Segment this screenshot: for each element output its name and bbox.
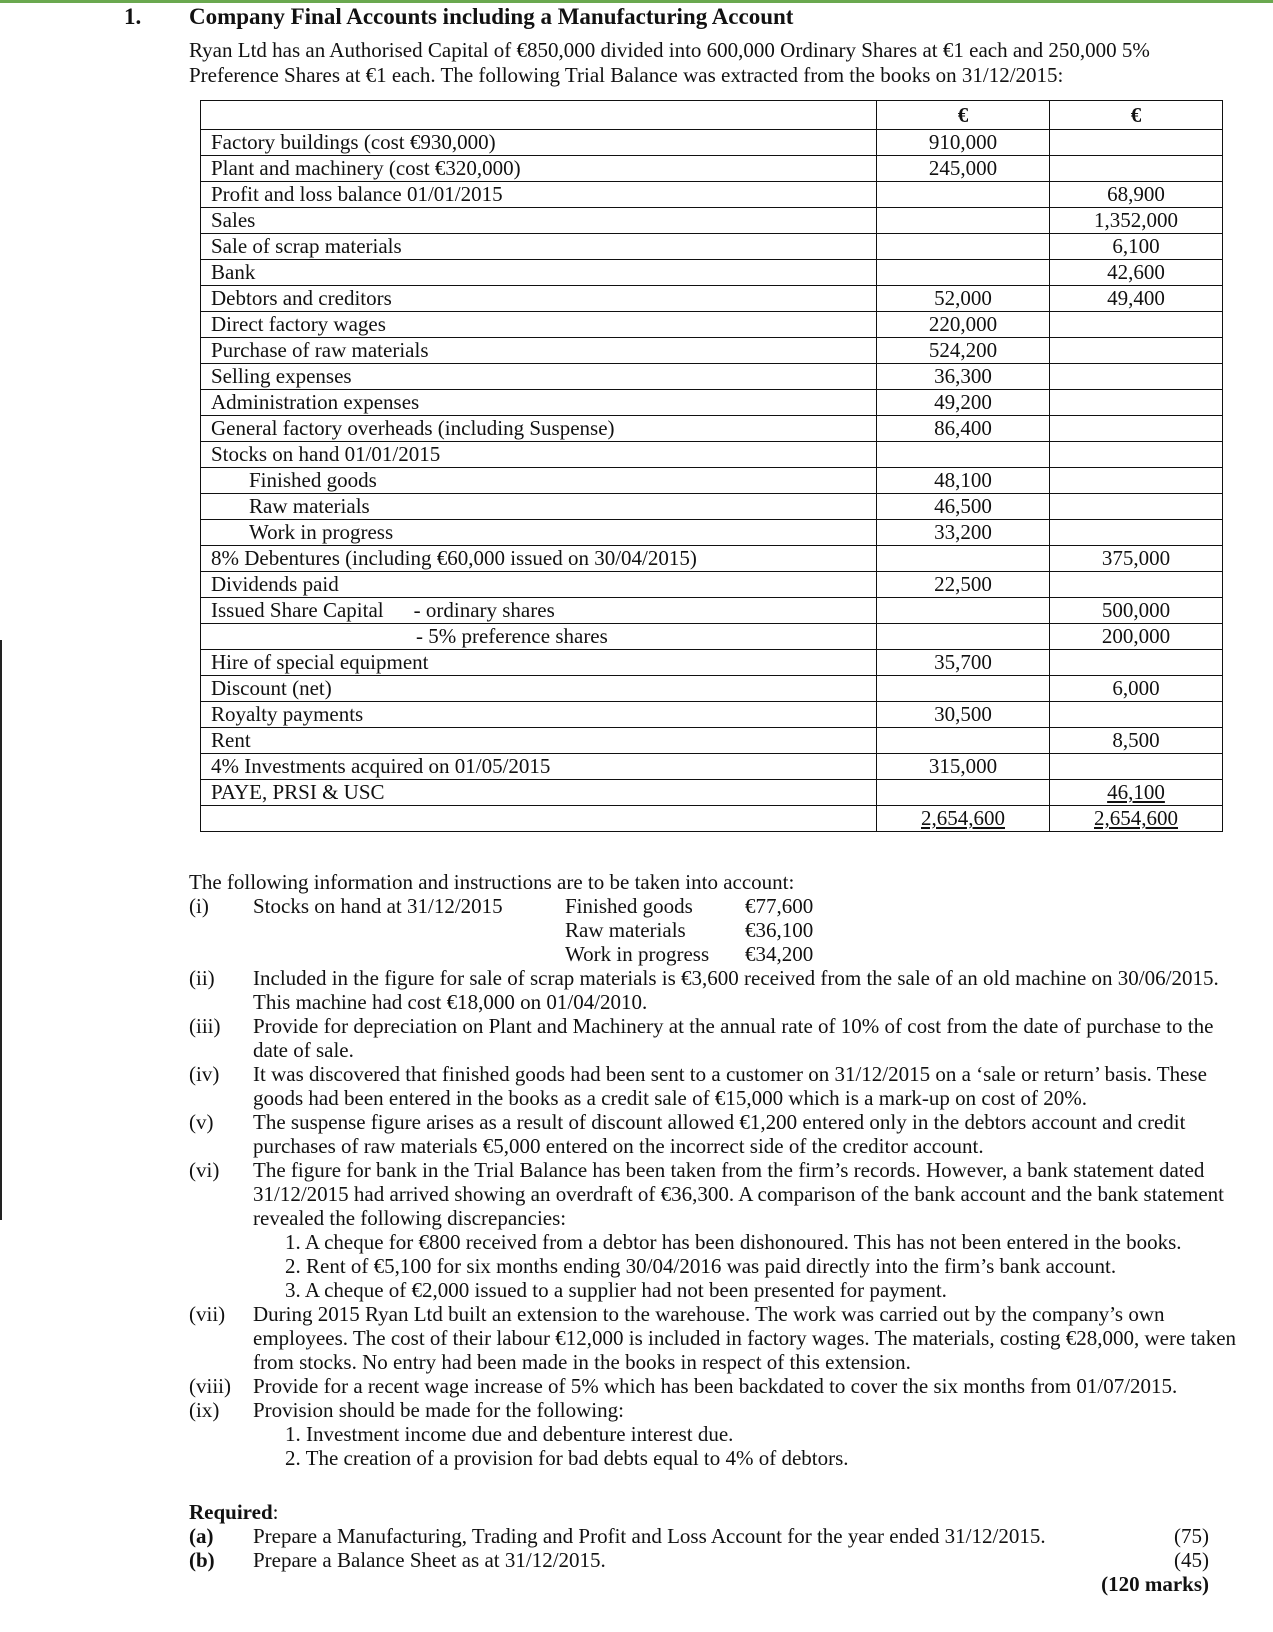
instruction-text: The suspense figure arises as a result of discount allowed €1,200 entered only in the debtors account and credit purchases of raw materials €5,000 entered on the incorrect side of the creditor account. xyxy=(253,1110,1186,1158)
account-name xyxy=(201,468,877,494)
table-row xyxy=(201,182,1223,208)
instruction-label: (v) xyxy=(189,1110,214,1134)
account-label: Raw materials xyxy=(249,494,370,518)
information-section xyxy=(189,870,1249,1470)
debit-amount: 33,200 xyxy=(877,520,1050,546)
credit-amount xyxy=(1050,494,1223,520)
debit-amount: 524,200 xyxy=(877,338,1050,364)
instruction-text: During 2015 Ryan Ltd built an extension to the warehouse. The work was carried out by the company’s own employees. The cost of their labour €12,000 is included in factory wages. The materials, costing €28,000, were taken from stocks. No entry had been made in the books in respect of this extension. xyxy=(253,1302,1237,1374)
account-name xyxy=(201,442,877,468)
required-colon: : xyxy=(272,1500,279,1524)
instruction-text: Provide for depreciation on Plant and Machinery at the annual rate of 10% of cost from the date of purchase to the date of sale. xyxy=(253,1014,1214,1062)
account-name xyxy=(201,676,877,702)
debit-amount: 30,500 xyxy=(877,702,1050,728)
account-name xyxy=(201,754,877,780)
debit-amount xyxy=(877,624,1050,650)
debit-amount: 46,500 xyxy=(877,494,1050,520)
account-sublabel: - 5% preference shares xyxy=(416,624,608,648)
debit-amount xyxy=(877,442,1050,468)
account-name xyxy=(201,156,877,182)
table-row xyxy=(201,156,1223,182)
margin-rule xyxy=(0,640,2,1220)
debit-amount: 52,000 xyxy=(877,286,1050,312)
table-row xyxy=(201,546,1223,572)
total-credit-value: 2,654,600 xyxy=(1094,806,1178,830)
table-row xyxy=(201,390,1223,416)
debit-amount: 86,400 xyxy=(877,416,1050,442)
credit-amount xyxy=(1050,156,1223,182)
instruction-subitem: 2. The creation of a provision for bad debts equal to 4% of debtors. xyxy=(285,1446,849,1470)
table-row xyxy=(201,442,1223,468)
header-credit-currency: € xyxy=(1050,101,1223,130)
account-label: Direct factory wages xyxy=(211,312,386,336)
account-label: Bank xyxy=(211,260,256,284)
credit-amount: 42,600 xyxy=(1050,260,1223,286)
table-row xyxy=(201,312,1223,338)
debit-amount xyxy=(877,728,1050,754)
table-row xyxy=(201,468,1223,494)
trial-balance-table xyxy=(200,100,1223,832)
account-name xyxy=(201,650,877,676)
debit-amount xyxy=(877,208,1050,234)
stock-name: Finished goods xyxy=(565,894,693,918)
credit-amount xyxy=(1050,468,1223,494)
table-row xyxy=(201,130,1223,156)
debit-amount xyxy=(877,676,1050,702)
instruction-label: (ii) xyxy=(189,966,215,990)
account-label: 4% Investments acquired on 01/05/2015 xyxy=(211,754,551,778)
account-label: Rent xyxy=(211,728,251,752)
debit-amount: 315,000 xyxy=(877,754,1050,780)
table-row xyxy=(201,728,1223,754)
table-row xyxy=(201,702,1223,728)
table-row xyxy=(201,286,1223,312)
account-label: General factory overheads (including Suspense) xyxy=(211,416,615,440)
instruction-item xyxy=(189,1374,1249,1398)
credit-amount: 200,000 xyxy=(1050,624,1223,650)
table-row xyxy=(201,338,1223,364)
account-name xyxy=(201,624,877,650)
account-label: Sales xyxy=(211,208,256,232)
account-name xyxy=(201,364,877,390)
instruction-text: It was discovered that finished goods had been sent to a customer on 31/12/2015 on a ‘sale or return’ basis. These goods had been entered in the books as a credit sale of €15,000 which is a mark-up on cost of 20%. xyxy=(253,1062,1207,1110)
table-row xyxy=(201,520,1223,546)
account-label: Issued Share Capital xyxy=(211,598,384,622)
stock-name: Work in progress xyxy=(565,942,710,966)
table-row xyxy=(201,598,1223,624)
debit-amount xyxy=(877,182,1050,208)
table-header-row xyxy=(201,101,1223,130)
requirement-a xyxy=(189,1524,1209,1548)
credit-amount xyxy=(1050,572,1223,598)
credit-amount xyxy=(1050,650,1223,676)
credit-amount xyxy=(1050,364,1223,390)
table-row xyxy=(201,624,1223,650)
account-label: Dividends paid xyxy=(211,572,339,596)
required-heading: Required xyxy=(189,1500,273,1524)
credit-amount xyxy=(1050,442,1223,468)
debit-amount: 48,100 xyxy=(877,468,1050,494)
account-label: Purchase of raw materials xyxy=(211,338,429,362)
account-name xyxy=(201,598,877,624)
instruction-subitem: 1. A cheque for €800 received from a debtor has been dishonoured. This has not been entered in the books. xyxy=(285,1230,1182,1254)
account-label: Debtors and creditors xyxy=(211,286,392,310)
instruction-label: (vii) xyxy=(189,1302,226,1326)
stock-name: Raw materials xyxy=(565,918,686,942)
question-number: 1. xyxy=(124,4,142,29)
account-label: Administration expenses xyxy=(211,390,420,414)
stock-value: €77,600 xyxy=(745,894,814,918)
closing-stocks xyxy=(189,894,1249,966)
credit-amount-value: 46,100 xyxy=(1107,780,1165,804)
debit-amount: 245,000 xyxy=(877,156,1050,182)
account-label: Finished goods xyxy=(249,468,377,492)
credit-amount xyxy=(1050,520,1223,546)
instruction-text: The figure for bank in the Trial Balance has been taken from the firm’s records. However, a bank statement dated 31/12/2015 had arrived showing an overdraft of €36,300. A comparison of the bank account and the bank statement revealed the following discrepancies: xyxy=(253,1158,1225,1230)
account-name xyxy=(201,130,877,156)
top-rule xyxy=(0,0,1273,3)
credit-amount: 1,352,000 xyxy=(1050,208,1223,234)
stock-value: €36,100 xyxy=(745,918,814,942)
account-label: Profit and loss balance 01/01/2015 xyxy=(211,182,503,206)
debit-amount xyxy=(877,260,1050,286)
header-debit-currency: € xyxy=(877,101,1050,130)
debit-amount xyxy=(877,546,1050,572)
instruction-subitem: 2. Rent of €5,100 for six months ending 30/04/2016 was paid directly into the firm’s bank account. xyxy=(285,1254,1117,1278)
credit-amount: 500,000 xyxy=(1050,598,1223,624)
account-label: Plant and machinery (cost €320,000) xyxy=(211,156,521,180)
debit-amount xyxy=(877,780,1050,806)
credit-amount xyxy=(1050,780,1223,806)
credit-amount xyxy=(1050,390,1223,416)
debit-amount: 22,500 xyxy=(877,572,1050,598)
total-debit xyxy=(877,806,1050,832)
account-name xyxy=(201,338,877,364)
account-name xyxy=(201,286,877,312)
total-marks: (120 marks) xyxy=(1101,1572,1209,1596)
credit-amount xyxy=(1050,416,1223,442)
instruction-item xyxy=(189,1110,1249,1158)
instruction-item xyxy=(189,1158,1249,1230)
credit-amount: 49,400 xyxy=(1050,286,1223,312)
totals-row xyxy=(201,806,1223,832)
account-name xyxy=(201,728,877,754)
instruction-item xyxy=(189,1014,1249,1062)
instruction-label: (iii) xyxy=(189,1014,221,1038)
account-name xyxy=(201,546,877,572)
account-label: Work in progress xyxy=(249,520,394,544)
stock-value: €34,200 xyxy=(745,942,814,966)
table-row xyxy=(201,754,1223,780)
credit-amount xyxy=(1050,754,1223,780)
question-title: Company Final Accounts including a Manufacturing Account xyxy=(189,4,794,29)
totals-label-cell xyxy=(201,806,877,832)
account-name xyxy=(201,416,877,442)
account-label: Royalty payments xyxy=(211,702,364,726)
account-label: PAYE, PRSI & USC xyxy=(211,780,385,804)
debit-amount: 36,300 xyxy=(877,364,1050,390)
credit-amount xyxy=(1050,338,1223,364)
table-row xyxy=(201,650,1223,676)
table-row xyxy=(201,234,1223,260)
table-row xyxy=(201,260,1223,286)
debit-amount: 35,700 xyxy=(877,650,1050,676)
account-label: Factory buildings (cost €930,000) xyxy=(211,130,496,154)
credit-amount: 6,100 xyxy=(1050,234,1223,260)
item-label: (i) xyxy=(189,894,209,918)
table-row xyxy=(201,364,1223,390)
account-name xyxy=(201,234,877,260)
account-name xyxy=(201,494,877,520)
debit-amount: 910,000 xyxy=(877,130,1050,156)
account-label: Selling expenses xyxy=(211,364,352,388)
table-row xyxy=(201,676,1223,702)
total-credit xyxy=(1050,806,1223,832)
account-name xyxy=(201,780,877,806)
instruction-item xyxy=(189,1302,1249,1374)
instruction-label: (iv) xyxy=(189,1062,220,1086)
account-label: 8% Debentures (including €60,000 issued on 30/04/2015) xyxy=(211,546,697,570)
account-label: Discount (net) xyxy=(211,676,332,700)
instruction-item xyxy=(189,1398,1249,1422)
requirement-b xyxy=(189,1548,1209,1572)
account-name xyxy=(201,208,877,234)
account-sublabel: - ordinary shares xyxy=(413,598,555,622)
item-text: Stocks on hand at 31/12/2015 xyxy=(253,894,503,918)
debit-amount xyxy=(877,234,1050,260)
requirement-text: Prepare a Balance Sheet as at 31/12/2015. xyxy=(253,1548,606,1572)
credit-amount xyxy=(1050,130,1223,156)
question-intro: Ryan Ltd has an Authorised Capital of €850,000 divided into 600,000 Ordinary Shares at €1 each and 250,000 5% Preference Shares at €1 each. The following Trial Balance was extracted from the books on 31/12/2015: xyxy=(189,38,1150,87)
account-name xyxy=(201,182,877,208)
table-row xyxy=(201,416,1223,442)
instruction-item xyxy=(189,1062,1249,1110)
debit-amount xyxy=(877,598,1050,624)
instruction-text: Provision should be made for the following: xyxy=(253,1398,624,1422)
account-label: Stocks on hand 01/01/2015 xyxy=(211,442,441,466)
account-label: Sale of scrap materials xyxy=(211,234,402,258)
table-row xyxy=(201,494,1223,520)
account-label: Hire of special equipment xyxy=(211,650,429,674)
credit-amount xyxy=(1050,312,1223,338)
account-name xyxy=(201,702,877,728)
debit-amount: 49,200 xyxy=(877,390,1050,416)
debit-amount: 220,000 xyxy=(877,312,1050,338)
instruction-text: Included in the figure for sale of scrap materials is €3,600 received from the sale of an old machine on 30/06/2015. This machine had cost €18,000 on 01/04/2010. xyxy=(253,966,1219,1014)
account-name xyxy=(201,260,877,286)
instruction-label: (vi) xyxy=(189,1158,220,1182)
requirement-label: (b) xyxy=(189,1548,215,1572)
table-row xyxy=(201,208,1223,234)
table-row xyxy=(201,780,1223,806)
credit-amount: 375,000 xyxy=(1050,546,1223,572)
instruction-subitem: 1. Investment income due and debenture interest due. xyxy=(285,1422,734,1446)
account-name xyxy=(201,312,877,338)
credit-amount: 6,000 xyxy=(1050,676,1223,702)
instruction-subitem: 3. A cheque of €2,000 issued to a supplier had not been presented for payment. xyxy=(285,1278,947,1302)
requirement-label: (a) xyxy=(189,1524,214,1548)
header-description-cell xyxy=(201,101,877,130)
total-debit-value: 2,654,600 xyxy=(921,806,1005,830)
table-row xyxy=(201,572,1223,598)
required-section xyxy=(189,1500,1209,1596)
instruction-label: (ix) xyxy=(189,1398,220,1422)
information-lead: The following information and instructions are to be taken into account: xyxy=(189,870,795,894)
instruction-text: Provide for a recent wage increase of 5% which has been backdated to cover the six months from 01/07/2015. xyxy=(253,1374,1178,1398)
credit-amount: 68,900 xyxy=(1050,182,1223,208)
instruction-label: (viii) xyxy=(189,1374,231,1398)
account-name xyxy=(201,390,877,416)
requirement-marks: (45) xyxy=(1174,1548,1209,1572)
account-name xyxy=(201,572,877,598)
credit-amount xyxy=(1050,702,1223,728)
instruction-item xyxy=(189,966,1249,1014)
account-name xyxy=(201,520,877,546)
requirement-marks: (75) xyxy=(1174,1524,1209,1548)
requirement-text: Prepare a Manufacturing, Trading and Profit and Loss Account for the year ended 31/12/2015. xyxy=(253,1524,1046,1548)
credit-amount: 8,500 xyxy=(1050,728,1223,754)
